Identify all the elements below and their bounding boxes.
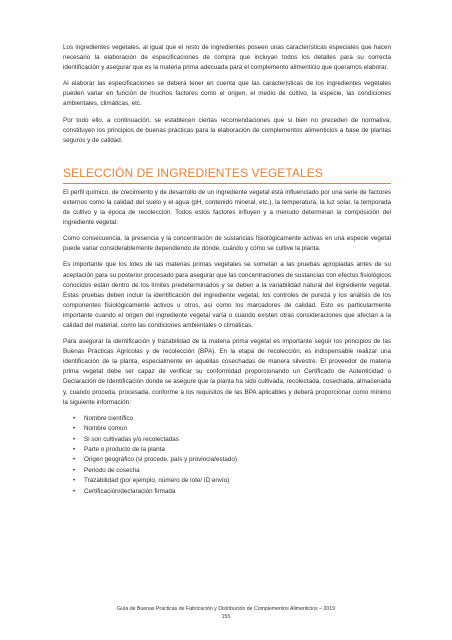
page-content xyxy=(63,43,391,497)
list-item-text: Nombre común xyxy=(84,425,128,433)
intro-paragraph-1: Los ingredientes vegetales, al igual que el resto de ingredientes poseen unas características especiales que hacen necesario la elaboración de especificaciones de compra que incluyan todos los detalles para su correcta identificación y asegurar que es la materia prima adecuada para el complemento alimenticio que queramos elaborar. xyxy=(63,44,391,72)
bullet-icon: • xyxy=(73,466,76,474)
list-item xyxy=(63,414,391,424)
list-item xyxy=(63,445,391,455)
section-heading: SELECCIÓN DE INGREDIENTES VEGETALES xyxy=(63,166,391,184)
bullet-icon: • xyxy=(73,456,76,464)
bullet-icon: • xyxy=(73,477,76,485)
bullet-icon: • xyxy=(73,487,76,495)
list-item-text: Certificación/declaración firmada xyxy=(84,487,176,495)
section-paragraph-2: Como consecuencia, la presencia y la concentración de sustancias fisiológicamente activas en una especie vegetal puede variar considerablemente dependiendo de dónde, cuándo y cómo se cultive la planta. xyxy=(63,235,391,253)
list-item xyxy=(63,476,391,486)
requirements-list xyxy=(63,414,391,497)
list-item xyxy=(63,466,391,476)
intro-paragraph-2: Al elaborar las especificaciones se deberá tener en cuenta que las características de los ingredientes vegetales pueden variar en función de muchos factores como el origen, el medio de cultivo, la especie, las condiciones ambientales, climáticas, etc. xyxy=(63,80,391,108)
bullet-icon: • xyxy=(73,425,76,433)
section-paragraph-3: Es importante que los lotes de las materias primas vegetales se sometan a las pruebas apropiadas antes de su aceptación para su posterior procesado para asegurar que las concentraciones de sustancias con efectos fisiológicos conocidos están dentro de los límites predeterminados y se deben a la variabilidad natural del ingrediente vegetal. Estas pruebas deben incluir la identificación del ingrediente vegetal, los controles de pureza y los análisis de los componentes fisiológicamente activos u otros, así como los marcadores de calidad. Esto es particularmente importante cuando el origen del ingrediente vegetal varía o cuando existen otras consideraciones que afectan a la calidad del material, como las condiciones ambientales o climáticas. xyxy=(63,261,391,329)
list-item-text: Parte o producto de la planta xyxy=(84,445,165,453)
intro-paragraph-3: Por todo ello, a continuación, se establecen ciertas recomendaciones que si bien no preceden de normativa, constituyen los principios de buenas prácticas para la elaboración de complementos alimenticios a base de plantas seguros y de calidad. xyxy=(63,116,391,144)
bullet-icon: • xyxy=(73,435,76,443)
list-item xyxy=(63,455,391,465)
footer-text: Guía de Buenas Prácticas de Fabricación y Distribución de Complementos Alimenticios – 2019 xyxy=(117,606,335,612)
page-number: 155 xyxy=(221,614,231,620)
page-footer xyxy=(0,605,452,621)
list-item-text: Trazabilidad (por ejemplo, número de lote/ ID envío) xyxy=(84,477,230,485)
list-item-text: Nombre científico xyxy=(84,414,133,422)
section-paragraph-4: Para asegurar la identificación y trazabilidad de la materia prima vegetal es importante seguir los principios de las Buenas Prácticas Agrícolas y de recolección (BPA). En la etapa de recolección, es indispensable realizar una identificación de la planta, especialmente en aquéllas cosechadas de manera silvestre. El proveedor de materia prima vegetal debe ser capaz de verificar su conformidad proporcionando un Certificado de Autenticidad o Declaración de Identificación donde se asegure que la planta ha sido cultivada, recolectada, cosechada, almacenada y, cuando proceda, procesada, conforme a los requisitos de las BPA aplicables y deberá proporcionar como mínimo la siguiente información: xyxy=(63,338,391,406)
bullet-icon: • xyxy=(73,445,76,453)
list-item-text: Si son cultivadas y/o recolectadas xyxy=(84,435,179,443)
bullet-icon: • xyxy=(73,414,76,422)
list-item xyxy=(63,487,391,497)
list-item xyxy=(63,435,391,445)
list-item-text: Origen geográfico (si procede, país y provincia/estado) xyxy=(84,456,237,464)
list-item-text: Periodo de cosecha xyxy=(84,466,140,474)
list-item xyxy=(63,424,391,434)
section-paragraph-1: El perfil químico, de crecimiento y de desarrollo de un ingrediente vegetal está influenciado por una serie de factores externos como la calidad del suelo y el agua (pH, contenido mineral, etc.), la temperatura, la luz solar, la temporada de cultivo y la época de recolección. Todos estos factores influyen y a menudo determinan la composición del ingrediente vegetal. xyxy=(63,188,391,227)
